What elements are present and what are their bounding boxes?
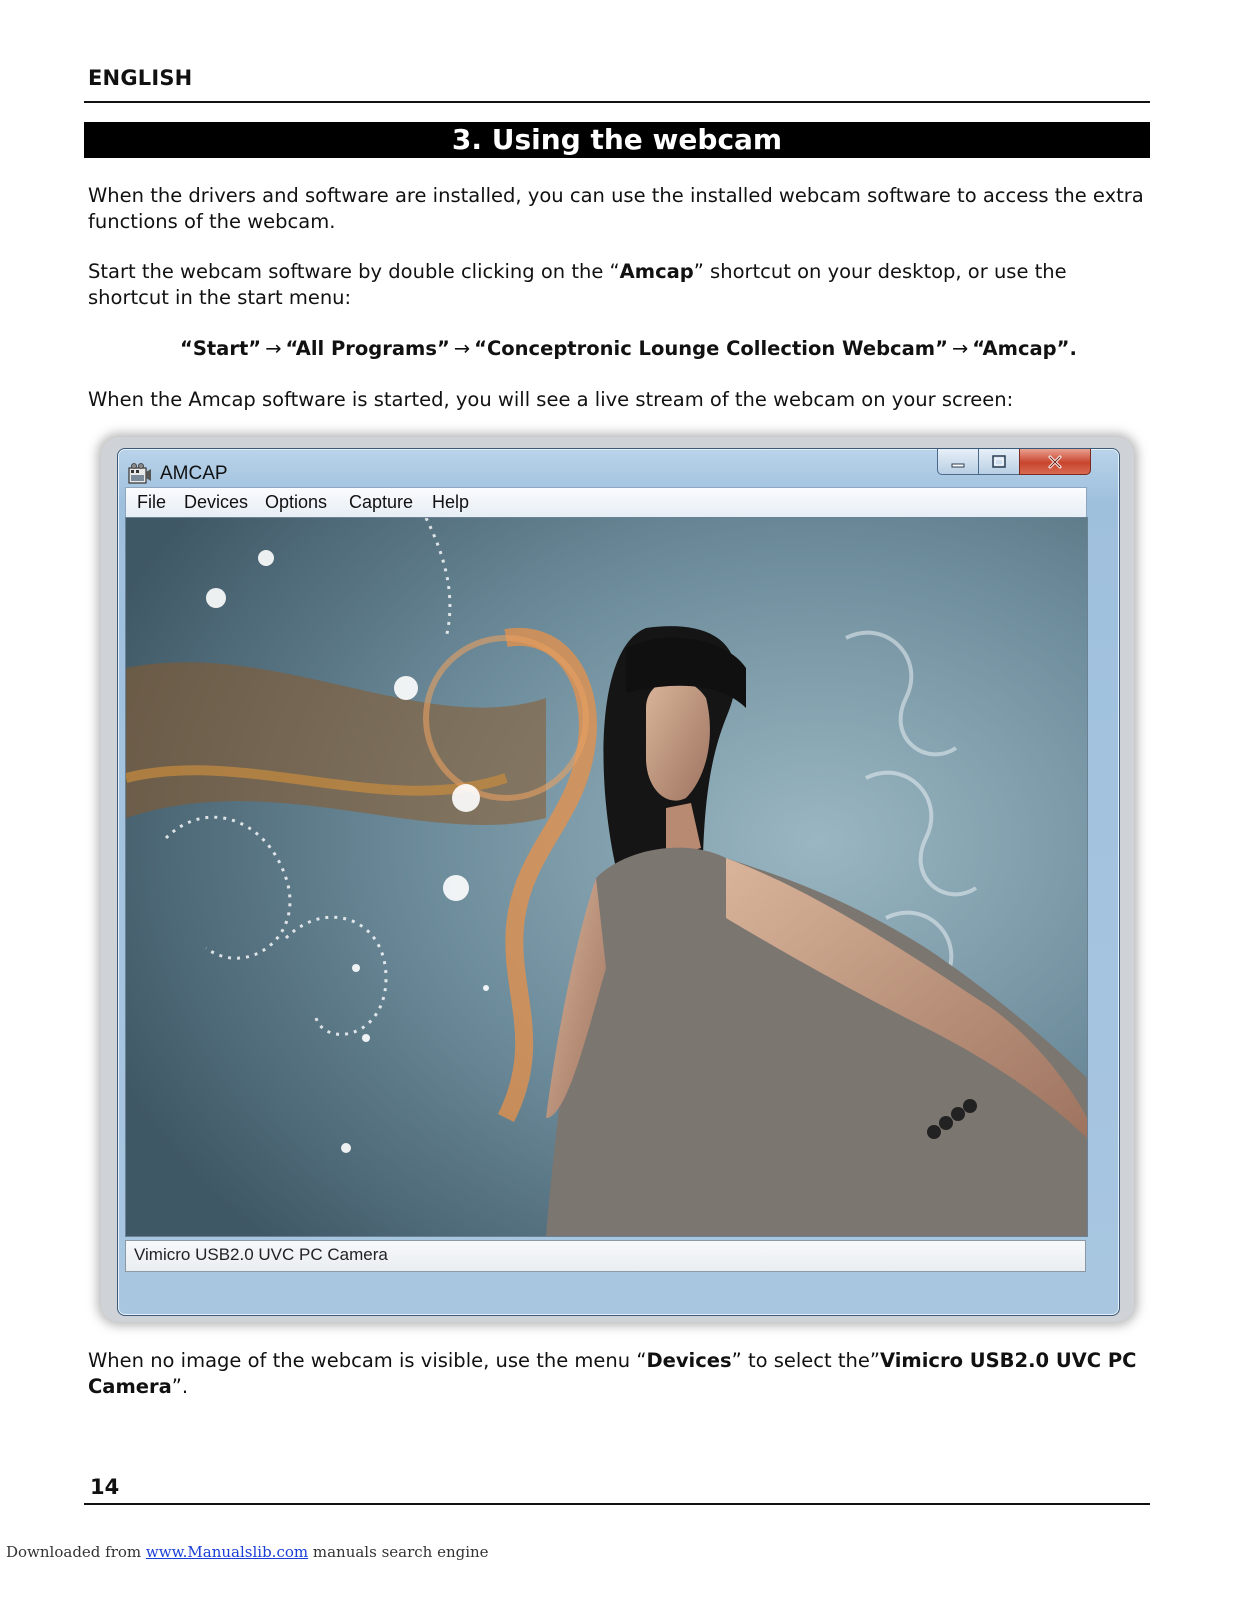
window-title: AMCAP <box>160 463 228 484</box>
devices-paragraph-text-2: ” to select the” <box>731 1349 880 1372</box>
download-footer <box>6 1543 489 1561</box>
arrow-icon: → <box>265 337 282 360</box>
path-step-collection: “Conceptronic Lounge Collection Webcam” <box>474 337 948 360</box>
menu-bar <box>125 487 1087 518</box>
maximize-button[interactable] <box>978 449 1020 475</box>
start-paragraph-text-2: ” shortcut on your desktop, or use the shortcut in the start menu: <box>88 260 1067 309</box>
manualslib-link[interactable]: www.Manualslib.com <box>145 1543 309 1561</box>
devices-paragraph <box>88 1348 1148 1400</box>
close-icon <box>1045 455 1065 469</box>
menu-capture[interactable]: Capture <box>349 492 414 512</box>
path-step-all-programs: “All Programs” <box>285 337 450 360</box>
footer-rule <box>84 1503 1150 1505</box>
devices-bold: Devices <box>646 1349 732 1372</box>
section-title: 3. Using the webcam <box>84 122 1150 158</box>
menu-options[interactable]: Options <box>265 492 328 512</box>
menu-help[interactable]: Help <box>432 492 470 512</box>
devices-paragraph-text-3: ”. <box>171 1375 189 1398</box>
minimize-button[interactable] <box>937 449 979 475</box>
minimize-icon <box>950 455 966 469</box>
menu-file[interactable]: File <box>137 492 167 512</box>
menu-devices[interactable]: Devices <box>184 492 249 512</box>
webcam-live-preview <box>125 517 1088 1237</box>
status-device-name: Vimicro USB2.0 UVC PC Camera <box>134 1245 388 1264</box>
arrow-icon: → <box>951 337 969 360</box>
path-step-start: “Start” <box>180 337 262 360</box>
amcap-bold: Amcap <box>619 260 694 283</box>
devices-paragraph-text-1: When no image of the webcam is visible, use the menu “ <box>88 1349 647 1372</box>
camera-app-icon <box>128 463 152 485</box>
live-stream-paragraph: When the Amcap software is started, you will see a live stream of the webcam on your screen: <box>88 388 1014 411</box>
page-language-header: ENGLISH <box>88 66 193 90</box>
start-menu-path <box>180 336 1080 362</box>
start-paragraph <box>88 259 1148 311</box>
intro-paragraph: When the drivers and software are installed, you can use the installed webcam software to access the extra functions of the webcam. <box>88 184 1144 233</box>
maximize-icon <box>991 455 1007 469</box>
start-paragraph-text-1: Start the webcam software by double clicking on the “ <box>88 260 620 283</box>
footer-prefix: Downloaded from <box>6 1543 146 1561</box>
amcap-window <box>117 448 1120 1316</box>
footer-suffix: manuals search engine <box>308 1543 489 1561</box>
path-step-amcap: “Amcap”. <box>972 337 1077 360</box>
webcam-image <box>126 518 1087 1236</box>
header-rule <box>84 101 1150 103</box>
page-number: 14 <box>90 1475 120 1499</box>
arrow-icon: → <box>453 337 471 360</box>
status-bar <box>125 1240 1086 1272</box>
close-button[interactable] <box>1019 449 1091 475</box>
camera-name-bold: Vimicro USB2.0 UVC PC Camera <box>88 1349 1137 1398</box>
